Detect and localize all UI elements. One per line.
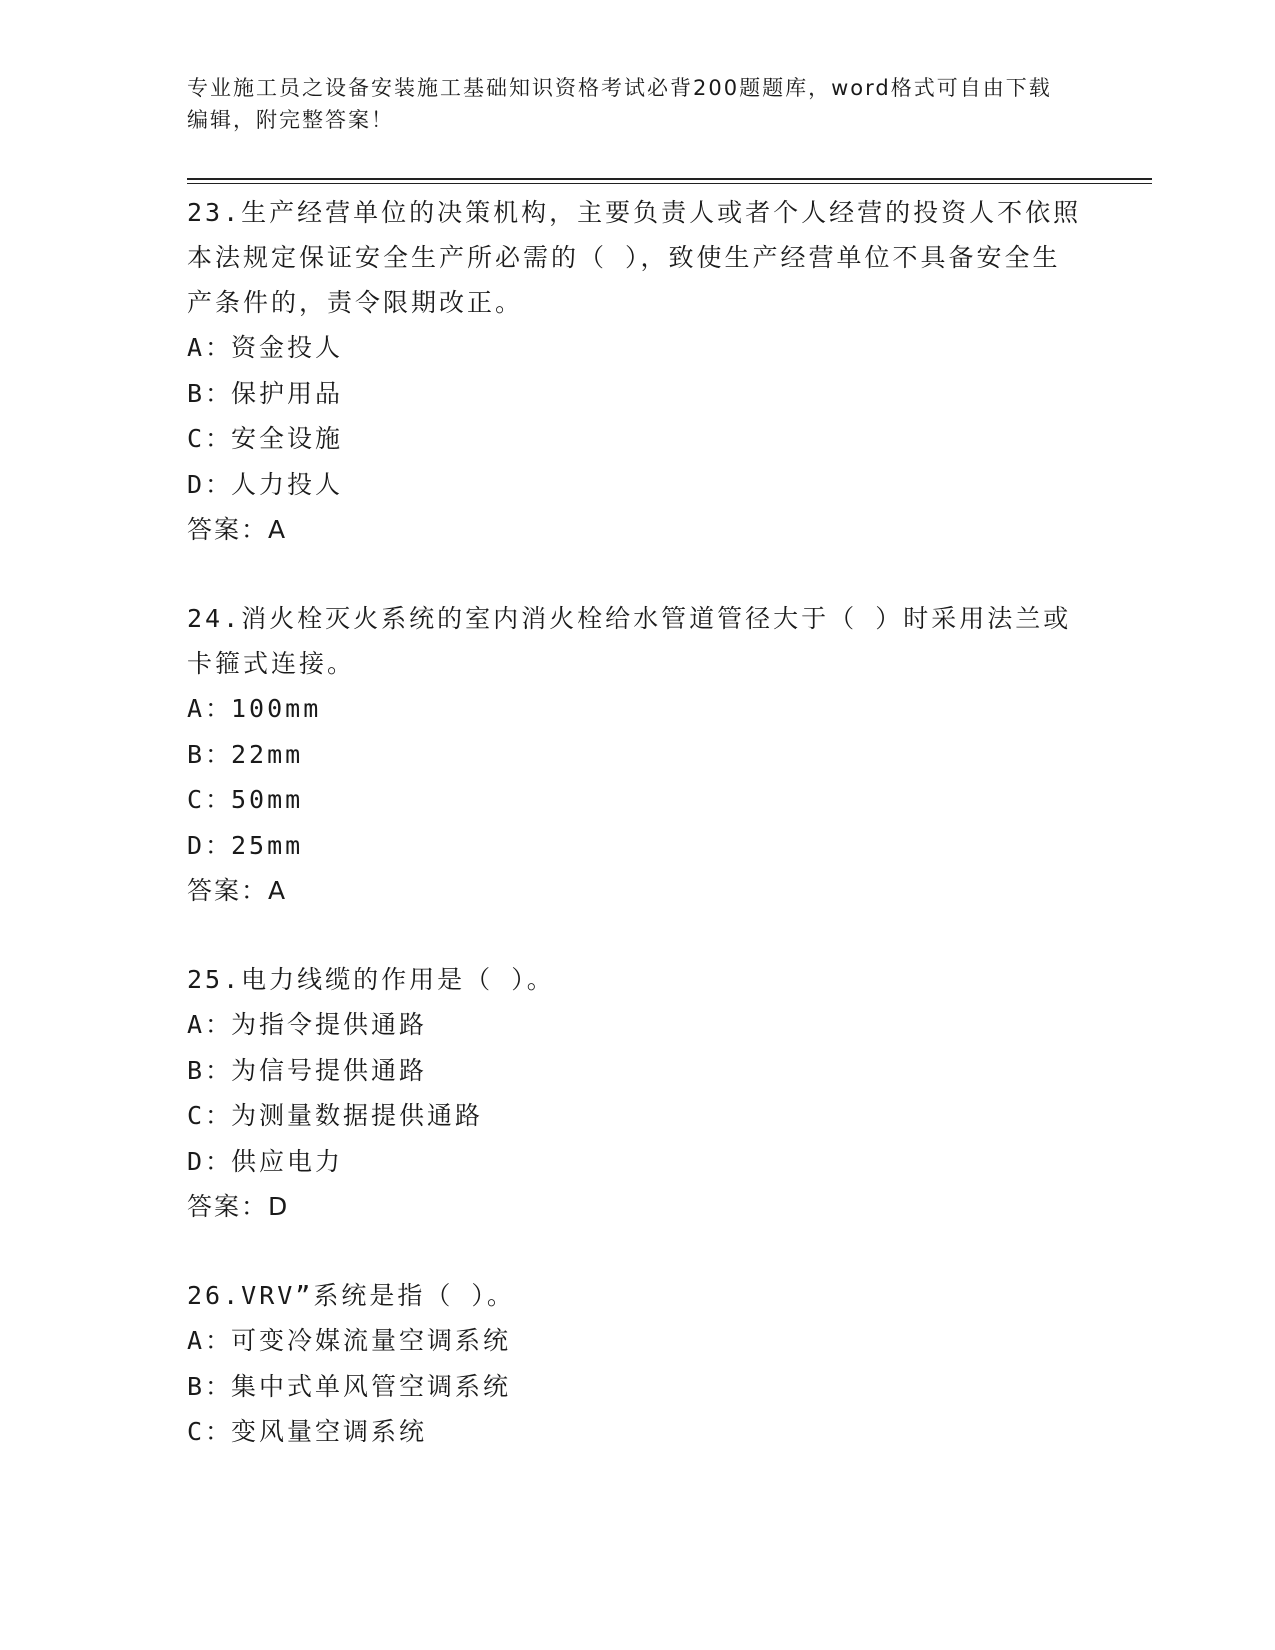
question-23	[187, 190, 1087, 552]
option-text: 100mm	[231, 694, 322, 723]
answer-line: 答案：A	[187, 876, 288, 905]
option-text: 可变冷媒流量空调系统	[231, 1326, 512, 1355]
question-list	[187, 190, 1087, 1499]
option-text: 供应电力	[231, 1146, 344, 1176]
option-text: 资金投人	[231, 333, 344, 362]
option-c	[187, 777, 1087, 823]
option-c	[187, 1093, 1087, 1139]
option-letter: A：	[187, 1326, 234, 1355]
option-letter: B：	[187, 1371, 234, 1401]
question-stem: 26.VRV”系统是指（ ）。	[187, 1281, 515, 1310]
option-d	[187, 1139, 1087, 1185]
question-stem: 23.生产经营单位的决策机构，主要负责人或者个人经营的投资人不依照本法规定保证安全生产所必需的（ ），致使生产经营单位不具备安全生产条件的，责令限期改正。	[187, 198, 1082, 317]
option-letter: C：	[187, 1101, 234, 1130]
option-letter: B：	[187, 378, 234, 408]
option-b	[187, 732, 1087, 778]
option-text: 安全设施	[231, 424, 344, 453]
option-text: 保护用品	[231, 378, 344, 408]
option-a	[187, 1318, 1087, 1364]
option-text: 变风量空调系统	[231, 1417, 428, 1446]
question-25	[187, 957, 1087, 1229]
option-c	[187, 416, 1087, 462]
option-letter: C：	[187, 424, 234, 453]
header-divider-thick	[187, 178, 1152, 180]
option-letter: C：	[187, 785, 234, 814]
document-header: 专业施工员之设备安装施工基础知识资格考试必背200题题库，word格式可自由下载编辑，附完整答案！	[187, 76, 1052, 132]
option-text: 为指令提供通路	[231, 1010, 428, 1039]
option-letter: D：	[187, 469, 234, 499]
option-text: 人力投人	[231, 469, 344, 499]
option-letter: A：	[187, 694, 234, 723]
question-24	[187, 596, 1087, 913]
option-a	[187, 1002, 1087, 1048]
question-26	[187, 1273, 1087, 1455]
header-divider-thin	[187, 183, 1152, 184]
option-b	[187, 371, 1087, 417]
option-b	[187, 1364, 1087, 1410]
option-text: 25mm	[231, 830, 304, 860]
option-d	[187, 823, 1087, 869]
option-letter: A：	[187, 333, 234, 362]
option-a	[187, 686, 1087, 732]
option-text: 22mm	[231, 739, 304, 769]
option-letter: B：	[187, 739, 234, 769]
option-letter: D：	[187, 1146, 234, 1176]
option-d	[187, 462, 1087, 508]
option-text: 50mm	[231, 785, 304, 814]
option-letter: D：	[187, 830, 234, 860]
option-letter: B：	[187, 1055, 234, 1085]
option-text: 集中式单风管空调系统	[231, 1371, 512, 1401]
question-stem: 24.消火栓灭火系统的室内消火栓给水管道管径大于（ ）时采用法兰或卡箍式连接。	[187, 604, 1072, 678]
option-b	[187, 1048, 1087, 1094]
option-text: 为测量数据提供通路	[231, 1101, 484, 1130]
option-a	[187, 325, 1087, 371]
question-stem: 25.电力线缆的作用是（ ）。	[187, 965, 555, 994]
option-text: 为信号提供通路	[231, 1055, 428, 1085]
answer-line: 答案：D	[187, 1192, 290, 1221]
option-letter: A：	[187, 1010, 234, 1039]
option-c	[187, 1409, 1087, 1455]
answer-line: 答案：A	[187, 515, 288, 544]
option-letter: C：	[187, 1417, 234, 1446]
